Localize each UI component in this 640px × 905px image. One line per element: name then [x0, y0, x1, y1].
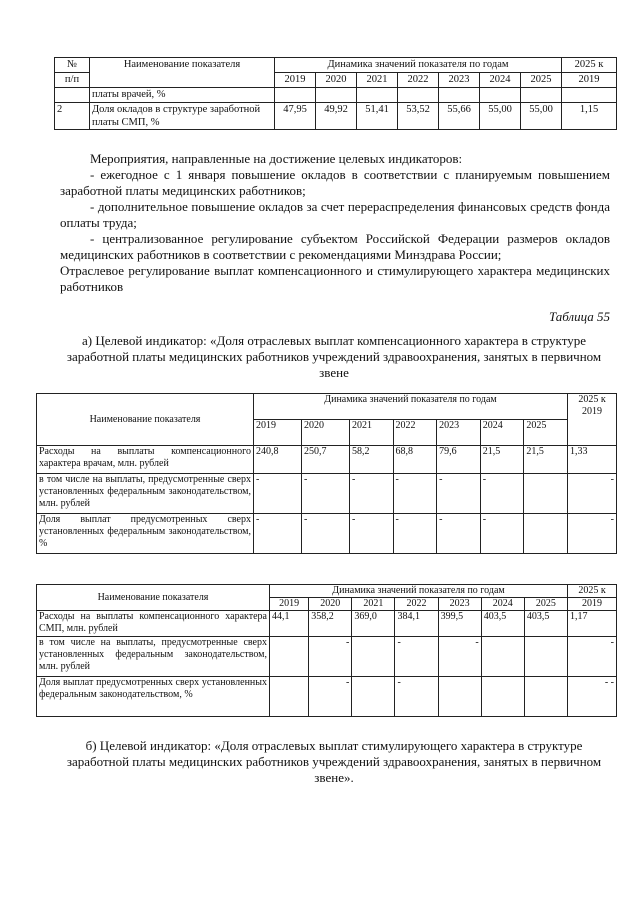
year-cell: 2025 — [521, 73, 562, 88]
col-name: Наименование показателя — [37, 585, 270, 611]
value-cell: 58,2 — [349, 446, 393, 474]
year-cell: 2024 — [481, 598, 524, 611]
target-year: 2019 — [562, 73, 617, 88]
year-cell: 2022 — [395, 598, 438, 611]
value-cell: - — [301, 474, 349, 514]
year-cell: 2024 — [480, 420, 524, 446]
ratio-cell: - — [568, 514, 617, 554]
value-cell: 68,8 — [393, 446, 437, 474]
value-cell: - — [349, 514, 393, 554]
value-cell: 47,95 — [275, 103, 316, 130]
row-name: в том числе на выплаты, предусмотренные сверх установленных федеральным законодательством, млн. рублей — [37, 637, 270, 677]
value-cell: - — [438, 637, 481, 677]
year-cell: 2023 — [437, 420, 481, 446]
ratio-cell: 1,33 — [568, 446, 617, 474]
value-cell: 49,92 — [316, 103, 357, 130]
table-smp-compensation — [36, 584, 617, 717]
value-cell: - — [393, 514, 437, 554]
value-cell: 21,5 — [524, 446, 568, 474]
measures-block — [60, 151, 610, 295]
row-no: 2 — [55, 103, 90, 130]
measure-item: - ежегодное с 1 января повышение окладов в соответствии с планируемым повышением заработной платы медицинских работников; — [60, 167, 610, 198]
year-cell: 2022 — [393, 420, 437, 446]
col-target: 2025 к — [562, 58, 617, 73]
value-cell: 403,5 — [524, 611, 567, 637]
measure-item: - дополнительное повышение окладов за счет перераспределения финансовых средств фонда оплаты труда; — [60, 199, 610, 230]
value-cell: - — [349, 474, 393, 514]
measures-tail: Отраслевое регулирование выплат компенсационного и стимулирующего характера медицинских работников — [60, 263, 610, 294]
year-cell: 2022 — [398, 73, 439, 88]
value-cell: - — [301, 514, 349, 554]
col-pp: п/п — [55, 73, 90, 88]
row-name: Расходы на выплаты компенсационного характера врачам, млн. рублей — [37, 446, 254, 474]
value-cell: - — [393, 474, 437, 514]
year-cell: 2025 — [524, 598, 567, 611]
value-cell — [524, 637, 567, 677]
value-cell: - — [254, 514, 302, 554]
col-dynamics: Динамика значений показателя по годам — [254, 394, 568, 420]
year-cell: 2023 — [438, 598, 481, 611]
year-cell: 2019 — [275, 73, 316, 88]
value-cell: - — [480, 514, 524, 554]
value-cell: - — [437, 514, 481, 554]
table-caption: Таблица 55 — [548, 309, 610, 324]
row-name: Доля выплат предусмотренных сверх установленных федеральным законодательством, % — [37, 514, 254, 554]
col-name: Наименование показателя — [37, 394, 254, 446]
value-cell: 384,1 — [395, 611, 438, 637]
year-cell: 2021 — [349, 420, 393, 446]
value-cell — [524, 474, 568, 514]
ratio-cell: - - — [568, 677, 617, 717]
table-doctors-compensation — [36, 393, 617, 554]
row-name: Расходы на выплаты компенсационного характера СМП, млн. рублей — [37, 611, 270, 637]
value-cell — [270, 637, 309, 677]
year-cell: 2021 — [357, 73, 398, 88]
value-cell: 51,41 — [357, 103, 398, 130]
row-name: в том числе на выплаты, предусмотренные сверх установленных федеральным законодательством, млн. рублей — [37, 474, 254, 514]
table-salary-share — [54, 57, 617, 130]
value-cell: 79,6 — [437, 446, 481, 474]
value-cell: 53,52 — [398, 103, 439, 130]
value-cell: 403,5 — [481, 611, 524, 637]
row-name: Доля выплат предусмотренных сверх установленных федеральным законодательством, % — [37, 677, 270, 717]
value-cell — [438, 677, 481, 717]
col-no: № — [55, 58, 90, 73]
ratio-cell: 1,15 — [562, 103, 617, 130]
ratio-cell: - — [568, 474, 617, 514]
value-cell: 44,1 — [270, 611, 309, 637]
value-cell: 21,5 — [480, 446, 524, 474]
value-cell: 399,5 — [438, 611, 481, 637]
ratio-cell: 1,17 — [568, 611, 617, 637]
indicator-a: а) Целевой индикатор: «Доля отраслевых выплат компенсационного характера в структуре заработной платы медицинских работников учреждений здравоохранения, занятых в первичном звене — [66, 333, 602, 380]
value-cell: - — [309, 677, 352, 717]
value-cell: 240,8 — [254, 446, 302, 474]
value-cell: - — [480, 474, 524, 514]
value-cell: 358,2 — [309, 611, 352, 637]
ratio-cell: - — [568, 637, 617, 677]
year-cell: 2019 — [254, 420, 302, 446]
value-cell: 55,00 — [480, 103, 521, 130]
value-cell — [524, 514, 568, 554]
col-target: 2025 к 2019 — [568, 394, 617, 446]
col-dynamics: Динамика значений показателя по годам — [270, 585, 568, 598]
value-cell: - — [395, 677, 438, 717]
measure-item: - централизованное регулирование субъектом Российской Федерации размеров окладов медицинских работников в соответствии с рекомендациями Минздрава России; — [60, 231, 610, 262]
value-cell: - — [309, 637, 352, 677]
col-dynamics: Динамика значений показателя по годам — [275, 58, 562, 73]
value-cell — [352, 677, 395, 717]
year-cell: 2021 — [352, 598, 395, 611]
value-cell: 369,0 — [352, 611, 395, 637]
value-cell: - — [395, 637, 438, 677]
value-cell: - — [437, 474, 481, 514]
value-cell — [270, 677, 309, 717]
year-cell: 2025 — [524, 420, 568, 446]
year-cell: 2023 — [439, 73, 480, 88]
year-cell: 2020 — [316, 73, 357, 88]
value-cell — [481, 677, 524, 717]
indicator-b: б) Целевой индикатор: «Доля отраслевых выплат стимулирующего характера в структуре заработной платы медицинских работников учреждений здравоохранения, занятых в первичном звене». — [66, 738, 602, 785]
value-cell: 55,00 — [521, 103, 562, 130]
value-cell: 250,7 — [301, 446, 349, 474]
measures-title: Мероприятия, направленные на достижение целевых индикаторов: — [90, 151, 463, 166]
col-target: 2025 к — [568, 585, 617, 598]
row-name: Доля окладов в структуре заработной платы СМП, % — [90, 103, 275, 130]
target-year: 2019 — [568, 598, 617, 611]
year-cell: 2020 — [301, 420, 349, 446]
year-cell: 2019 — [270, 598, 309, 611]
row-name: платы врачей, % — [90, 88, 275, 103]
value-cell — [352, 637, 395, 677]
year-cell: 2024 — [480, 73, 521, 88]
value-cell: 55,66 — [439, 103, 480, 130]
year-cell: 2020 — [309, 598, 352, 611]
col-name: Наименование показателя — [90, 58, 275, 88]
value-cell — [481, 637, 524, 677]
value-cell — [524, 677, 567, 717]
value-cell: - — [254, 474, 302, 514]
